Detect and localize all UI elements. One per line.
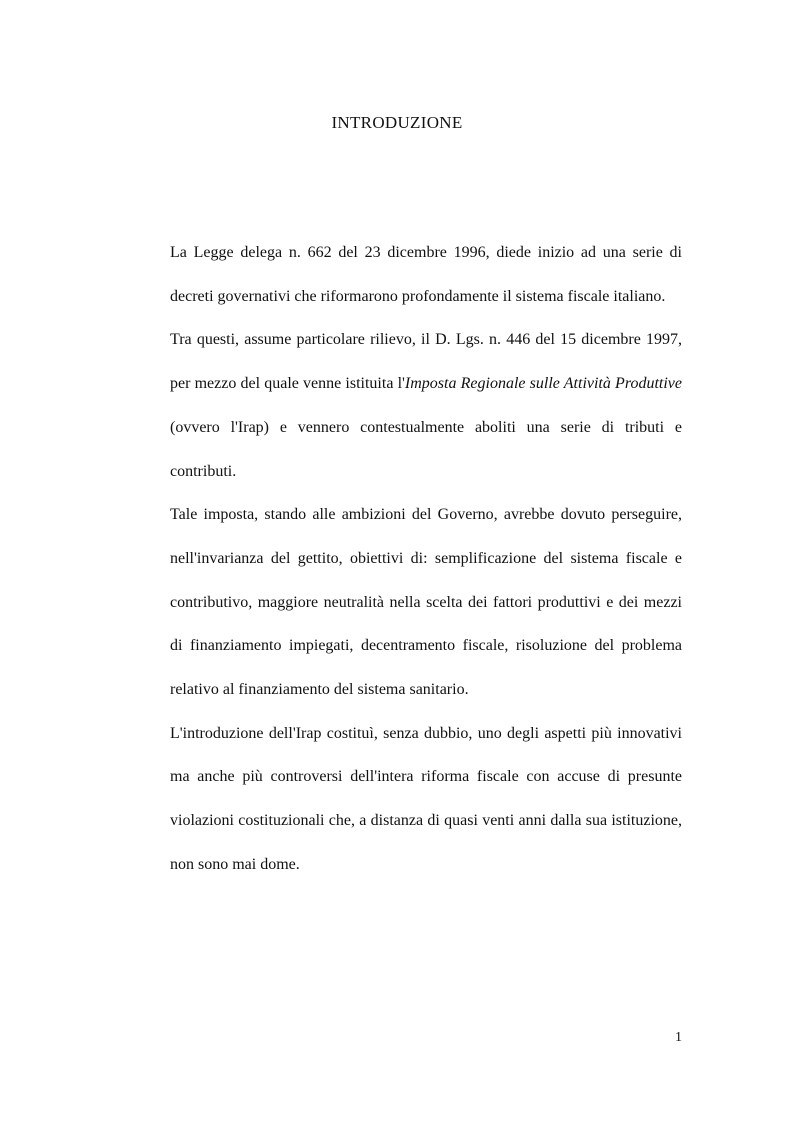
page-title: INTRODUZIONE xyxy=(331,113,463,132)
paragraph-text: (ovvero l'Irap) e vennero contestualmente aboliti una serie di tributi e contributi. xyxy=(170,418,682,480)
paragraph-text: L'introduzione dell'Irap costituì, senza dubbio, uno degli aspetti più innovativi ma anche più controversi dell'intera riforma fiscale con accuse di presunte violazioni costituzionali che, a distanza di quasi venti anni dalla sua istituzione, non sono mai dome. xyxy=(170,724,682,873)
paragraph xyxy=(170,231,682,318)
paragraph-text: La Legge delega n. 662 del 23 dicembre 1996, diede inizio ad una serie di decreti governativi che riformarono profondamente il sistema fiscale italiano. xyxy=(170,244,682,305)
page-number: 1 xyxy=(675,1030,682,1045)
paragraph-text: Tale imposta, stando alle ambizioni del Governo, avrebbe dovuto perseguire, nell'invarianza del gettito, obiettivi di: semplificazione del sistema fiscale e contributivo, maggiore neutralità nella scelta dei fattori produttivi e dei mezzi di finanziamento impiegati, decentramento fiscale, risoluzione del problema relativo al finanziamento del sistema sanitario. xyxy=(170,506,682,699)
paragraph xyxy=(170,712,682,887)
paragraph-text: Tra questi, assume particolare rilievo, il D. Lgs. n. 446 del 15 dicembre 1997, per mezzo del quale venne istituita l' xyxy=(170,331,682,393)
body-text xyxy=(170,231,682,887)
paragraph xyxy=(170,493,682,712)
paragraph xyxy=(170,318,682,493)
tax-name-italic: Imposta Regionale sulle Attività Produttive xyxy=(404,375,682,393)
